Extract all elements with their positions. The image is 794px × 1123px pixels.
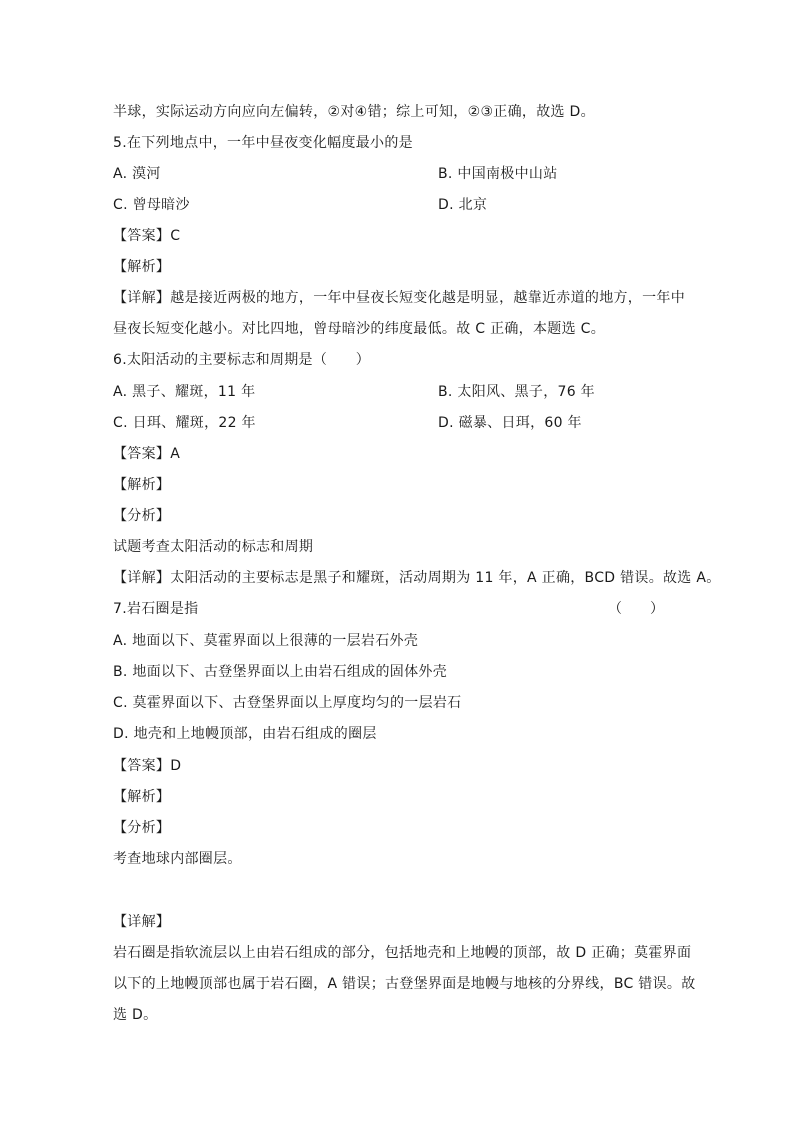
q6-analysis-heading: 【解析】 (113, 477, 171, 493)
q7-option-c: C. 莫霍界面以下、古登堡界面以上厚度均匀的一层岩石 (113, 695, 462, 711)
q6-option-b: B. 太阳风、黑子，76 年 (438, 384, 595, 400)
q7-detail-line-2: 以下的上地幔顶部也属于岩石圈，A 错误；古登堡界面是地幔与地核的分界线，BC 错误。故 (113, 976, 696, 992)
q6-reasoning-heading: 【分析】 (113, 508, 171, 524)
q5-detail-line-1: 【详解】越是接近两极的地方，一年中昼夜长短变化越是明显，越靠近赤道的地方，一年中 (113, 290, 685, 306)
q7-answer: 【答案】D (113, 758, 182, 774)
q6-reasoning-text: 试题考查太阳活动的标志和周期 (113, 539, 314, 555)
q6-option-a: A. 黑子、耀斑，11 年 (113, 384, 256, 400)
q5-answer: 【答案】C (113, 228, 181, 244)
q7-option-d: D. 地壳和上地幔顶部，由岩石组成的圈层 (113, 726, 377, 742)
q7-option-a: A. 地面以下、莫霍界面以上很薄的一层岩石外壳 (113, 633, 419, 649)
q6-detail: 【详解】太阳活动的主要标志是黑子和耀斑，活动周期为 11 年，A 正确，BCD 错误。故选 A。 (113, 570, 721, 586)
q5-option-b: B. 中国南极中山站 (438, 166, 558, 182)
q6-answer: 【答案】A (113, 446, 181, 462)
q7-analysis-heading: 【解析】 (113, 789, 171, 805)
q5-option-c: C. 曾母暗沙 (113, 197, 190, 213)
q6-option-d: D. 磁暴、日珥，60 年 (438, 415, 582, 431)
question-6: 6.太阳活动的主要标志和周期是（ ） (113, 352, 371, 368)
question-5: 5.在下列地点中，一年中昼夜变化幅度最小的是 (113, 135, 413, 151)
paragraph-line: 半球，实际运动方向应向左偏转，②对④错；综上可知，②③正确，故选 D。 (113, 104, 595, 120)
q7-reasoning-text: 考查地球内部圈层。 (113, 851, 242, 867)
q7-answer-blank: （ ） (608, 601, 664, 617)
q5-option-a: A. 漠河 (113, 166, 161, 182)
q6-option-c: C. 日珥、耀斑，22 年 (113, 415, 256, 431)
q7-detail-line-1: 岩石圈是指软流层以上由岩石组成的部分，包括地壳和上地幔的顶部，故 D 正确；莫霍界面 (113, 945, 692, 961)
q7-detail-heading: 【详解】 (113, 914, 171, 930)
q7-detail-line-3: 选 D。 (113, 1007, 158, 1023)
q5-detail-line-2: 昼夜长短变化越小。对比四地，曾母暗沙的纬度最低。故 C 正确，本题选 C。 (113, 321, 605, 337)
q5-analysis-heading: 【解析】 (113, 259, 171, 275)
question-7: 7.岩石圈是指 (113, 601, 199, 617)
q7-option-b: B. 地面以下、古登堡界面以上由岩石组成的固体外壳 (113, 664, 448, 680)
q7-reasoning-heading: 【分析】 (113, 820, 171, 836)
q5-option-d: D. 北京 (438, 197, 488, 213)
